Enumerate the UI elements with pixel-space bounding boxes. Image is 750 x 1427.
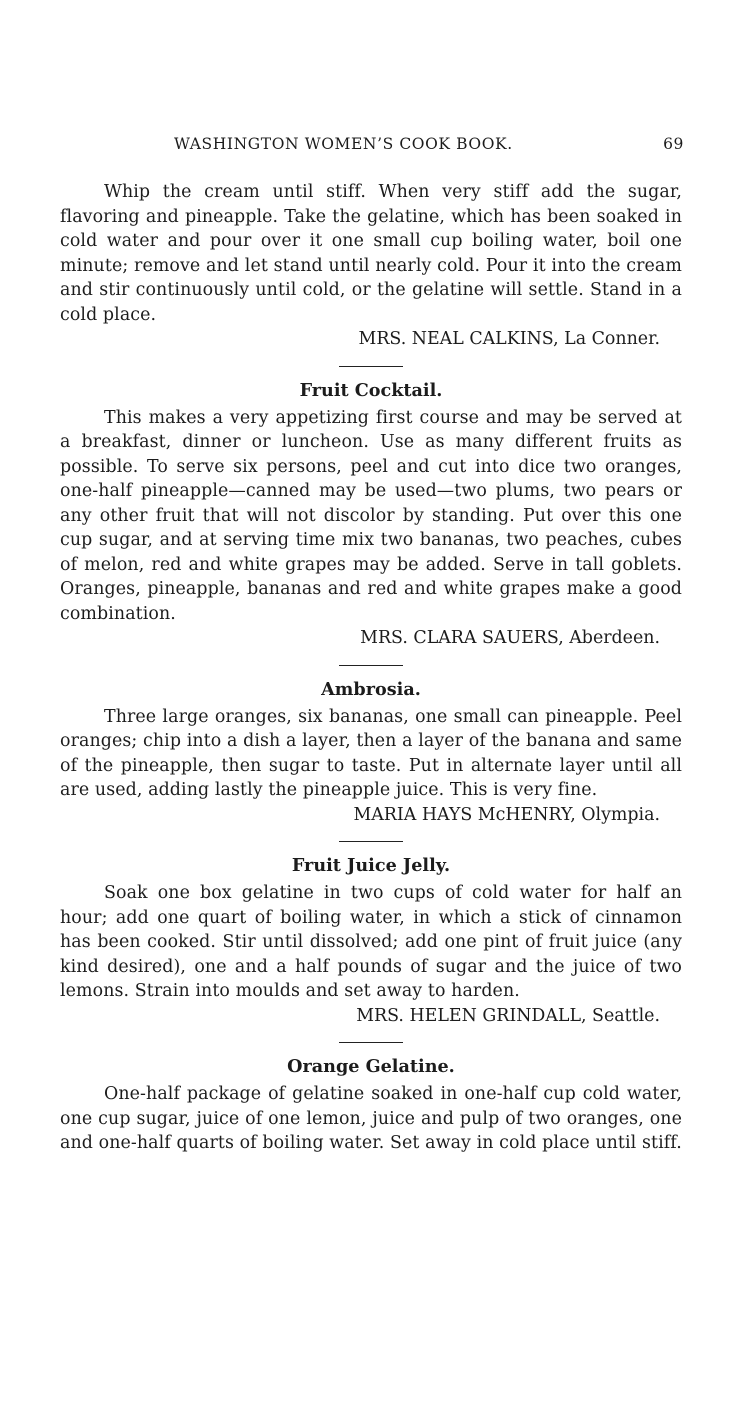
separator-rule bbox=[339, 841, 403, 842]
page-number: 69 bbox=[663, 135, 684, 153]
recipe-title: Orange Gelatine. bbox=[287, 1056, 455, 1077]
recipe-body: Soak one box gelatine in two cups of cold water for half an hour; add one quart of boiling water, in which a stick of cinnamon has been cooked. Stir until dissolved; add one pint of fruit juice (any kind desired), one and a half pounds of sugar and the juice of two lemons. Strain into moulds and set away to harden. bbox=[60, 883, 682, 1001]
recipe-body: One-half package of gelatine soaked in one-half cup cold water, one cup sugar, juice of one lemon, juice and pulp of two oranges, one and one-half quarts of boiling water. Set away in cold place until stiff. bbox=[60, 1084, 682, 1153]
recipe-signature: MARIA HAYS McHENRY, Olympia. bbox=[353, 804, 660, 825]
recipe-body: This makes a very appetizing first course and may be served at a breakfast, dinner or luncheon. Use as many different fruits as possible. To serve six persons, peel and cut into dice two oranges, one-half pineapple—canned may be used—two plums, two pears or any other fruit that will not discolor by standing. Put over this one cup sugar, and at serving time mix two bananas, two peaches, cubes of melon, red and white grapes may be added. Serve in tall goblets. Oranges, pineapple, bananas and red and white grapes make a good combination. bbox=[60, 407, 682, 624]
page-content bbox=[60, 180, 682, 1156]
recipe-title: Fruit Cocktail. bbox=[299, 379, 443, 401]
running-title: WASHINGTON WOMEN’S COOK BOOK. bbox=[174, 135, 513, 153]
recipe-title: Fruit Juice Jelly. bbox=[291, 855, 451, 876]
separator-rule bbox=[339, 366, 403, 367]
recipe-signature: MRS. CLARA SAUERS, Aberdeen. bbox=[360, 628, 660, 648]
separator-rule bbox=[339, 1042, 403, 1043]
recipe-title: Ambrosia. bbox=[321, 678, 421, 700]
recipe-body-continued: Whip the cream until stiff. When very stiff add the sugar, flavoring and pineapple. Take the gelatine, which has been soaked in cold water and pour over it one small cup boiling water, boil one minute; remove and let stand until nearly cold. Pour it into the cream and stir continuously until cold, or the gelatine will settle. Stand in a cold place. bbox=[60, 182, 682, 325]
recipe-signature: MRS. HELEN GRINDALL, Seattle. bbox=[356, 1005, 660, 1026]
separator-rule bbox=[339, 665, 403, 666]
recipe-signature: MRS. NEAL CALKINS, La Conner. bbox=[358, 329, 660, 349]
recipe-body: Three large oranges, six bananas, one small can pineapple. Peel oranges; chip into a dish a layer, then a layer of the banana and same of the pineapple, then sugar to taste. Put in alternate layer until all are used, adding lastly the pineapple juice. This is very fine. bbox=[60, 706, 682, 800]
